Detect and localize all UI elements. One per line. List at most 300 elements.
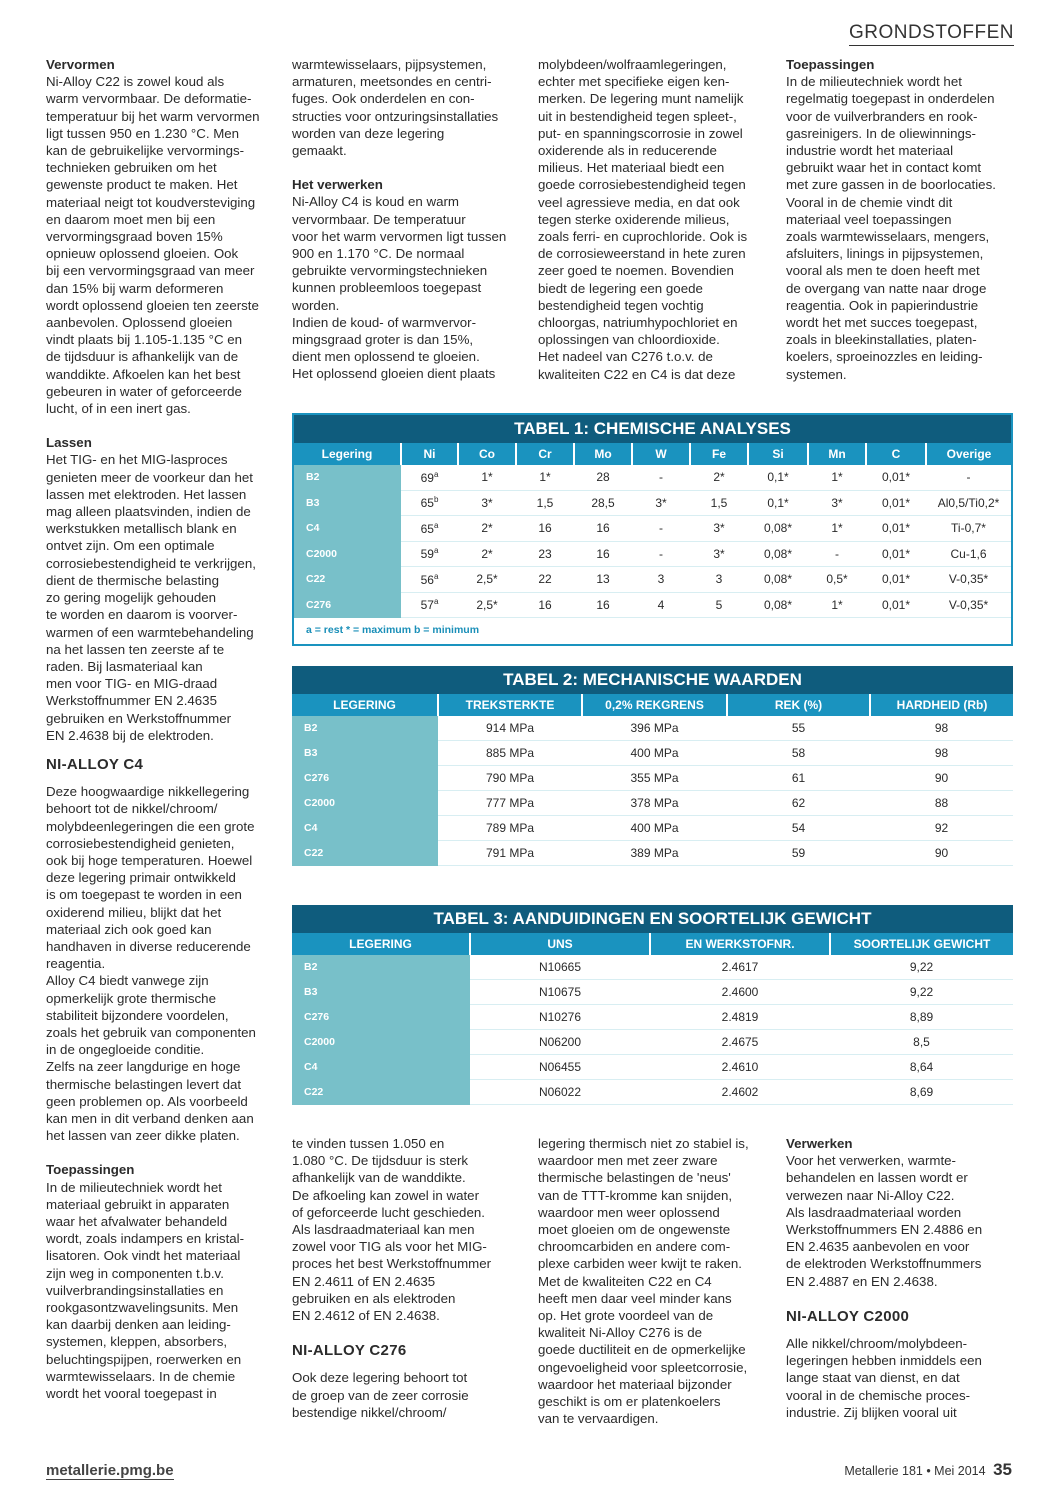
cell-value: V-0,35* [948,572,989,587]
cell-value: Ti-0,7* [951,521,986,536]
cell-value: 2* [713,470,725,485]
cell-value: N10276 [538,1010,582,1024]
footnote-marker: b [433,495,439,505]
table-cell [632,541,690,567]
table-cell [808,541,866,567]
cell-value: B2 [304,722,318,734]
paragraph-col4-2: Voor het verwerken, warmte- behandelen en lassen wordt er verwezen naar Ni-Alloy C22. Als lasdraadmateriaal worden Werkstoffnummers EN 2.4886 en EN 2.4635 aanbevolen en voor de elektroden Werkstoffnummers EN 2.4887 en EN 2.4638. [786,1153,983,1289]
cell-value: C22 [304,1086,324,1098]
table-cell [470,1030,650,1055]
table-cell [808,490,866,516]
cell-value: 1,5 [536,495,554,510]
heading-toepassingen-2: Toepassingen [786,57,875,72]
table-cell [727,741,870,766]
table-cell [582,766,727,791]
cell-value: C276 [306,598,332,611]
cell-value: 8,69 [909,1085,934,1099]
cell-value: 789 MPa [485,821,535,835]
cell-value: N10675 [538,985,582,999]
table-cell [727,791,870,816]
table-cell [727,716,870,741]
heading-ni-alloy-c4: NI-ALLOY C4 [46,755,144,773]
table3-title: TABEL 3: AANDUIDINGEN EN SOORTELIJK GEWICHT [292,905,1013,933]
cell-value: 65 [420,496,434,511]
cell-value: 3 [657,572,665,587]
table-cell [458,490,516,516]
footnote-marker: a [433,469,439,479]
table3-grid [292,933,1013,1105]
cell-value: 61 [791,771,806,785]
cell-value: 88 [934,796,949,810]
cell-value: 790 MPa [485,771,535,785]
cell-value: 0,01* [881,597,911,612]
table-row [292,816,1013,841]
table3-header-cell: SOORTELIJK GEWICHT [830,933,1013,955]
cell-value: 914 MPa [485,721,535,735]
table-row [292,1005,1013,1030]
table-cell [574,541,632,567]
page-number: 35 [993,1460,1012,1479]
table-row [292,766,1013,791]
table-row [292,980,1013,1005]
cell-value: 5 [715,597,723,612]
cell-value: 1* [539,470,551,485]
table-cell [870,716,1013,741]
paragraph-vervormen: Ni-Alloy C22 is zowel koud als warm vervormbaar. De deformatie- temperatuur bij het warm vervormen ligt tussen 950 en 1.230 °C. Men kan de gebruikelijke vervormings- technieken gebruiken om het gewenste product te maken. Het materiaal neigt tot koudversteviging en daarom moet men bij een vervormingsgraad boven 15% opnieuw oplossend gloeien. Ook bij een vervormingsgraad van meer dan 15% bij warm deformeren wordt oplossend gloeien ten zeerste aanbevolen. Oplossend gloeien vindt plaats bij 1.105-1.135 °C en de tijdsduur is afhankelijk van de wanddikte. Afkoelen kan het best gebeuren in water of geforceerde lucht, of in een inert gas. [46,74,260,417]
cell-value: 16 [538,597,552,612]
cell-value: 2* [481,546,493,561]
cell-value: C22 [304,847,324,859]
text-column-3-top [538,56,768,383]
table-cell [926,516,1011,542]
alloy-name-cell [294,592,401,618]
text-column-1 [46,56,274,1402]
table-cell [650,1055,830,1080]
table-cell [748,567,808,593]
table-row [292,1030,1013,1055]
cell-value: 2.4610 [721,1060,759,1074]
table-cell [516,490,574,516]
cell-value: 59 [791,846,806,860]
table1-header-cell: Mo [574,443,632,465]
cell-value: 2.4819 [721,1010,759,1024]
cell-value: C276 [304,772,330,784]
cell-value: 57 [420,598,434,613]
cell-value: 355 MPa [630,771,679,785]
cell-value: 2,5* [476,572,498,587]
table-cell [458,567,516,593]
footer-website-link[interactable]: metallerie.pmg.be [46,1462,174,1479]
table-cell [926,567,1011,593]
cell-value: 400 MPa [630,746,679,760]
cell-value: 54 [791,821,806,835]
cell-value: 9,22 [909,985,934,999]
table-cell [438,741,582,766]
table-cell [401,592,458,618]
cell-value: 2.4617 [721,960,759,974]
cell-value: 8,5 [913,1035,930,1049]
table2-grid [292,694,1013,866]
table-cell [470,980,650,1005]
cell-value: 90 [934,846,949,860]
table-row [292,791,1013,816]
table1-header-cell: Fe [690,443,748,465]
table-cell [458,465,516,490]
cell-value: 4 [657,597,665,612]
cell-value: 2.4675 [721,1035,759,1049]
cell-value: 2,5* [476,597,498,612]
cell-value: V-0,35* [948,597,989,612]
table-cell [808,592,866,618]
paragraph-toepassingen: In de milieutechniek wordt het materiaal gebruikt in apparaten waar het afvalwater behandeld wordt, zoals indampers en kristal- lisatoren. Ook vindt het materiaal zijn weg in componenten t.b.v. vuilverbrandingsinstallaties en rookgasontzwavelingsunits. Men kan daarbij denken aan leiding- systemen, kleppen, absorbers, beluchtingspijpen, roerwerken en warmtewisselaars. In de chemie wordt het vooral toegepast in [46,1179,245,1402]
table-cell [830,955,1013,980]
table-cell [650,955,830,980]
table-cell [926,541,1011,567]
heading-vervormen: Vervormen [46,57,115,72]
table1-header-cell: Overige [926,443,1011,465]
table-cell [516,541,574,567]
paragraph-c4: Deze hoogwaardige nikkellegering behoort tot de nikkel/chroom/ molybdeenlegeringen die een grote corrosiebestendigheid genieten, ook bij hoge temperaturen. Hoewel deze legering primair ontwikkeld is om toegepast te worden in een oxiderend milieu, blijkt dat het materiaal zich ook goed kan handhaven in diverse reducerende reagentia. Alloy C4 biedt vanwege zijn opmerkelijk grote thermische stabiliteit bijzondere voordelen, zoals het gebruik van componenten in de ongegloeide conditie. Zelfs na zeer langdurige en hoge thermische belastingen levert dat geen problemen op. Als voorbeeld kan men in dit verband denken aan het lassen van zeer dikke platen. [46,784,256,1144]
table1-header-cell: Ni [401,443,458,465]
paragraph-col4-3: Alle nikkel/chroom/molybdeen- legeringen hebben inmiddels een lange staat van dienst, en dat vooral in de chemische proces- industrie. Zij blijken vooral uit [786,1336,982,1420]
table-cell [690,541,748,567]
table-cell [632,567,690,593]
table-cell [574,490,632,516]
cell-value: Al0,5/Ti0,2* [937,495,1000,510]
table1-grid [294,443,1011,618]
table-row [292,741,1013,766]
paragraph-col3-1: molybdeen/wolfraamlegeringen, echter met specifieke eigen ken- merken. De legering munt namelijk uit in bestendigheid tegen spleet-, put- en spanningscorrosie in zowel oxiderende als in reducerende milieus. Het materiaal biedt een goede corrosiebestendigheid tegen veel agressieve media, en dat ook tegen sterke oxiderende milieus, zoals ferri- en cuprochloride. Ook is de corrosieweerstand in hete zuren zeer goed te noemen. Bovendien biedt de legering een goede bestendigheid tegen vochtig chloorgas, natriumhypochloriet en oplossingen van chloordioxide. Het nadeel van C276 t.o.v. de kwaliteiten C22 en C4 is dat deze [538,57,748,382]
table-cell [926,592,1011,618]
table2-header-cell: TREKSTERKTE [438,694,582,716]
alloy-name-cell [292,1030,470,1055]
table-row [292,716,1013,741]
table1-header-cell: Legering [294,443,401,465]
cell-value: 885 MPa [485,746,535,760]
cell-value: 1* [831,597,843,612]
table-cell [870,791,1013,816]
cell-value: 1,5 [710,495,728,510]
table-row [292,1080,1013,1105]
table-cell [632,490,690,516]
table-cell [574,465,632,490]
cell-value: Cu-1,6 [950,546,987,561]
cell-value: 0,01* [881,470,911,485]
table2-header-cell: HARDHEID (Rb) [870,694,1013,716]
cell-value: 58 [791,746,806,760]
table-cell [870,841,1013,866]
table-cell [830,1055,1013,1080]
table-cell [438,791,582,816]
table2-header-cell: REK (%) [727,694,870,716]
cell-value: 0,1* [767,470,789,485]
cell-value: 16 [596,546,610,561]
cell-value: 0,5* [826,572,848,587]
text-column-4-top [786,56,1014,383]
footnote-marker: a [433,546,439,556]
cell-value: 55 [791,721,806,735]
table3-header-cell: LEGERING [292,933,470,955]
table-row [294,490,1011,516]
cell-value: 378 MPa [630,796,679,810]
table-mechanische-waarden [292,666,1013,866]
table-cell [438,816,582,841]
table-cell [574,567,632,593]
table-cell [866,516,926,542]
heading-toepassingen: Toepassingen [46,1162,135,1178]
cell-value: 1* [831,470,843,485]
table-cell [727,841,870,866]
table1-header-cell: W [632,443,690,465]
table-cell [870,741,1013,766]
table-cell [582,741,727,766]
table-cell [401,465,458,490]
cell-value: B3 [304,986,318,998]
text-column-2-top [292,56,520,383]
alloy-name-cell [292,980,470,1005]
table-cell [866,541,926,567]
cell-value: 0,08* [763,521,793,536]
footnote-marker: a [433,571,439,581]
cell-value: 8,64 [909,1060,934,1074]
alloy-name-cell [292,1080,470,1105]
cell-value: 0,01* [881,546,911,561]
cell-value: C22 [306,573,326,586]
cell-value: 13 [596,572,610,587]
table-cell [808,465,866,490]
cell-value: 389 MPa [630,846,679,860]
cell-value: 777 MPa [485,796,535,810]
cell-value: 3* [481,495,493,510]
table-cell [470,1005,650,1030]
cell-value: B3 [306,496,320,509]
alloy-name-cell [294,465,401,490]
table-cell [582,791,727,816]
cell-value: N10665 [538,960,582,974]
table1-header-cell: Si [748,443,808,465]
paragraph-col2-2: Ni-Alloy C4 is koud en warm vervormbaar. De temperatuur voor het warm vervormen ligt tussen 900 en 1.170 °C. De normaal gebruikte vervormingstechnieken kunnen probleemloos toegepast worden. Indien de koud- of warmvervor- mingsgraad groter is dan 15%, dient men oplossend te gloeien. Het oplossend gloeien dient plaats [292,194,507,382]
table1-legend: a = rest * = maximum b = minimum [306,624,480,636]
cell-value: 59 [420,547,434,562]
cell-value: 0,08* [763,546,793,561]
table-cell [650,980,830,1005]
cell-value: C2000 [304,797,335,809]
table-aanduidingen [292,905,1013,1105]
cell-value: 65 [420,521,434,536]
cell-value: 62 [791,796,806,810]
table-cell [582,716,727,741]
table-cell [866,490,926,516]
table-cell [574,592,632,618]
cell-value: 791 MPa [485,846,535,860]
cell-value: - [659,521,663,536]
alloy-name-cell [292,841,438,866]
table2-header-cell: 0,2% REKGRENS [582,694,727,716]
table-cell [830,1005,1013,1030]
cell-value: C4 [304,1061,318,1073]
table-cell [516,567,574,593]
footnote-marker: a [433,520,439,530]
alloy-name-cell [292,741,438,766]
table-cell [748,541,808,567]
section-label: GRONDSTOFFEN [849,22,1014,46]
table-cell [516,592,574,618]
cell-value: 56 [420,572,434,587]
table-cell [690,516,748,542]
alloy-name-cell [292,955,470,980]
cell-value: 3* [655,495,667,510]
cell-value: 28,5 [591,495,615,510]
cell-value: 0,1* [767,495,789,510]
cell-value: 3 [715,572,723,587]
table-cell [926,490,1011,516]
table-cell [830,1030,1013,1055]
cell-value: B3 [304,747,318,759]
cell-value: 28 [596,470,610,485]
cell-value: 90 [934,771,949,785]
cell-value: 396 MPa [630,721,679,735]
cell-value: 16 [538,521,552,536]
cell-value: 0,01* [881,521,911,536]
cell-value: C2000 [306,547,337,560]
cell-value: 2* [481,521,493,536]
heading-verwerken: Verwerken [786,1136,853,1151]
cell-value: 0,08* [763,572,793,587]
alloy-name-cell [292,716,438,741]
table1-title: TABEL 1: CHEMISCHE ANALYSES [294,415,1011,443]
cell-value: 3* [831,495,843,510]
table-cell [458,592,516,618]
table-cell [401,567,458,593]
heading-ni-alloy-c2000: NI-ALLOY C2000 [786,1307,910,1325]
table-cell [650,1080,830,1105]
table-cell [748,465,808,490]
cell-value: N06455 [538,1060,582,1074]
table-cell [516,516,574,542]
cell-value: 1* [831,521,843,536]
table-cell [690,592,748,618]
cell-value: C4 [306,522,320,535]
table-cell [574,516,632,542]
cell-value: N06022 [538,1085,582,1099]
table-row [292,1055,1013,1080]
heading-het-verwerken: Het verwerken [292,177,383,193]
table-cell [830,980,1013,1005]
alloy-name-cell [294,567,401,593]
cell-value: - [835,546,839,561]
table-cell [870,766,1013,791]
footnote-marker: a [433,597,439,607]
table-cell [866,567,926,593]
cell-value: - [659,470,663,485]
footer-issue-info [844,1460,1012,1480]
paragraph-col2-1: warmtewisselaars, pijpsystemen, armaturen, meetsondes en centri- fuges. Ook onderdelen en con- structies voor ontzuringsinstallaties worden van deze legering gemaakt. [292,57,499,159]
table-cell [748,490,808,516]
cell-value: 8,89 [909,1010,934,1024]
cell-value: 98 [934,746,949,760]
paragraph-col4-1: In de milieutechniek wordt het regelmatig toegepast in onderdelen voor de vuilverbranders en rook- gasreinigers. In de oliewinnings- industrie wordt het materiaal gebruikt waar het in contact komt met zure gassen in de boorlocaties. Vooral in de chemie vindt dit materiaal veel toepassingen zoals warmtewisselaars, mengers, afsluiters, linings in pijpsystemen, vooral als men te doen heeft met de overgang van natte naar droge reagentia. Ook in papierindustrie wordt het met succes toegepast, zoals in bleekinstallaties, platen- koelers, sproeinozzles en leiding- systemen. [786,74,996,382]
alloy-name-cell [292,1005,470,1030]
cell-value: 16 [596,597,610,612]
cell-value: 2.4600 [721,985,759,999]
paragraph-lassen: Het TIG- en het MIG-lasproces genieten meer de voorkeur dan het lassen met elektroden. Het lassen mag alleen plaatsvinden, indien de werkstukken metallisch blank en ontvet zijn. Om een optimale corrosiebestendigheid te verkrijgen, dient de thermische belasting zo gering mogelijk gehouden te worden en daarom is voorver- warmen of een warmtebehandeling na het lassen ten zeerste af te raden. Bij lasmateriaal kan men voor TIG- en MIG-draad Werkstoffnummer EN 2.4635 gebruiken en Werkstoffnummer EN 2.4638 bij de elektroden. [46,452,256,743]
table-cell [438,766,582,791]
table-cell [748,592,808,618]
cell-value: B2 [304,961,318,973]
text-column-2-bottom [292,1135,520,1421]
table-cell [401,490,458,516]
table-cell [690,465,748,490]
table-cell [458,541,516,567]
cell-value: C4 [304,822,318,834]
table-cell [727,766,870,791]
cell-value: 23 [538,546,552,561]
table-cell [582,816,727,841]
alloy-name-cell [294,541,401,567]
table-cell [830,1080,1013,1105]
cell-value: 0,01* [881,572,911,587]
table-cell [401,541,458,567]
cell-value: N06200 [538,1035,582,1049]
table-cell [650,1005,830,1030]
table1-header-cell: Co [458,443,516,465]
table-cell [870,816,1013,841]
cell-value: 69 [420,470,434,485]
paragraph-col3-2: legering thermisch niet zo stabiel is, waardoor men met zeer zware thermische belastingen de 'neus' van de TTT-kromme kan snijden, waardoor men weer oplossend moet gloeien om de ongewenste chroomcarbiden en andere com- plexe carbiden weer kwijt te raken. Met de kwaliteiten C22 en C4 heeft men daar veel minder kans op. Het grote voordeel van de kwaliteit Ni-Alloy C276 is de goede ductiliteit en de opmerkelijke ongevoeligheid voor spleetcorrosie, waardoor het materiaal bijzonder geschikt is om er platenkoelers van te vervaardigen. [538,1136,749,1427]
cell-value: 92 [934,821,949,835]
table-chemische-analyses [292,413,1013,646]
table-row [294,516,1011,542]
table2-title: TABEL 2: MECHANISCHE WAARDEN [292,666,1013,694]
table-cell [470,955,650,980]
cell-value: 0,01* [881,495,911,510]
alloy-name-cell [292,766,438,791]
alloy-name-cell [292,1055,470,1080]
table2-header-cell: LEGERING [292,694,438,716]
text-column-4-bottom [786,1135,1014,1421]
cell-value: C276 [304,1011,330,1023]
table-cell [458,516,516,542]
table-cell [926,465,1011,490]
table1-header-cell: Cr [516,443,574,465]
cell-value: - [659,546,663,561]
table-cell [438,841,582,866]
table-row [294,465,1011,490]
table-row [292,955,1013,980]
paragraph-col2-3: te vinden tussen 1.050 en 1.080 °C. De tijdsduur is sterk afhankelijk van de wanddikte. De afkoeling kan zowel in water of geforceerde lucht geschieden. Als lasdraadmateriaal kan men zowel voor TIG als voor het MIG- proces het best Werkstoffnummer EN 2.4611 of EN 2.4635 gebruiken en als elektroden EN 2.4612 of EN 2.4638. [292,1136,492,1324]
table-row [294,567,1011,593]
table-cell [401,516,458,542]
cell-value: 22 [538,572,552,587]
table3-header-cell: UNS [470,933,650,955]
cell-value: 400 MPa [630,821,679,835]
table-cell [632,465,690,490]
table-cell [470,1055,650,1080]
text-column-3-bottom [538,1135,768,1427]
footer-issue: Metallerie 181 • Mei 2014 [844,1464,986,1478]
alloy-name-cell [294,516,401,542]
cell-value: 0,08* [763,597,793,612]
cell-value: C2000 [304,1036,335,1048]
alloy-name-cell [292,816,438,841]
table-cell [582,841,727,866]
table-cell [650,1030,830,1055]
table-row [294,592,1011,618]
cell-value: 9,22 [909,960,934,974]
table3-header-cell: EN WERKSTOFNR. [650,933,830,955]
table-cell [438,716,582,741]
table-row [292,841,1013,866]
